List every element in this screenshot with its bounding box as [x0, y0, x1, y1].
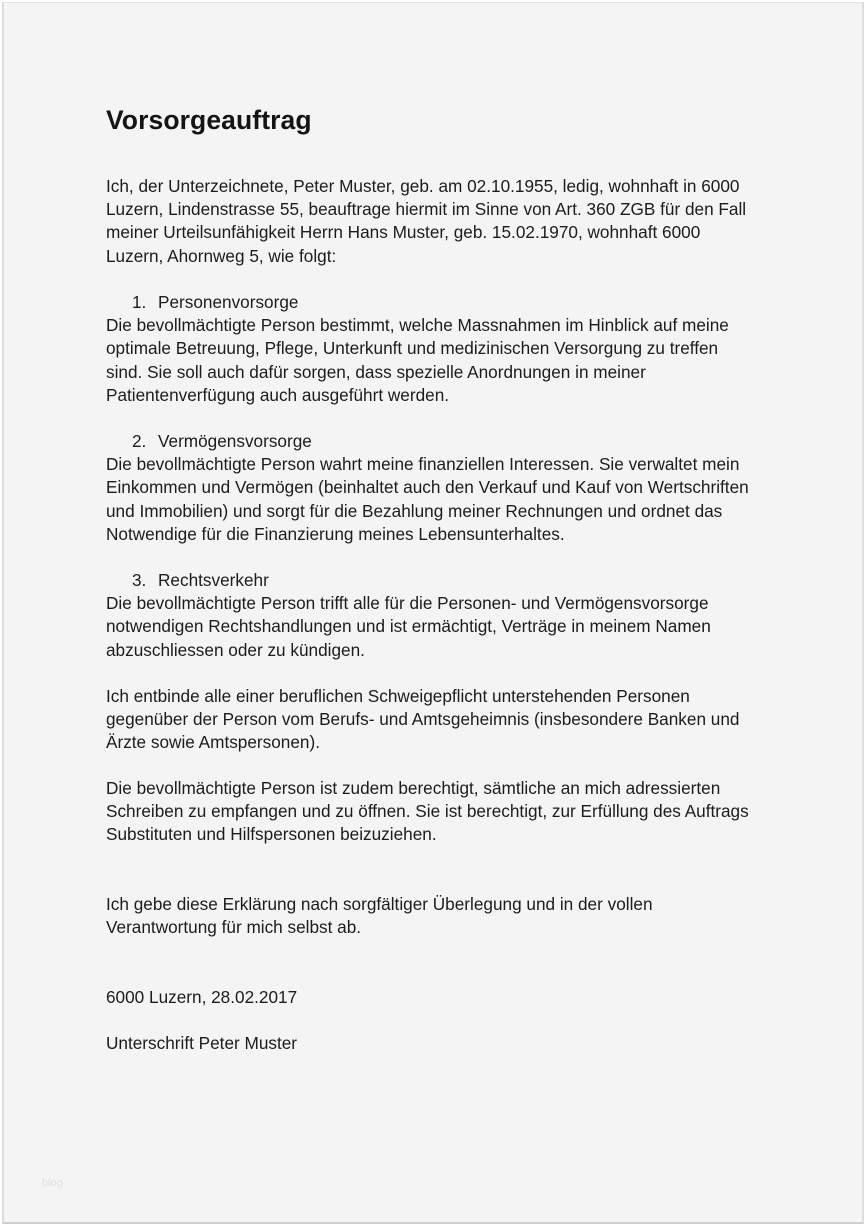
text-line: Substituten und Hilfspersonen beizuziehen.	[106, 824, 437, 845]
text-line: Patientenverfügung auch ausgeführt werden.	[106, 384, 450, 405]
text-line: und Immobilien) und sorgt für die Bezahlung meiner Rechnungen und ordnet das	[106, 500, 723, 521]
section-heading-text: Personenvorsorge	[158, 292, 299, 312]
section-heading-text: Vermögensvorsorge	[158, 431, 312, 451]
section-rechtsverkehr	[106, 569, 711, 662]
text-line: Einkommen und Vermögen (beinhaltet auch den Verkauf und Kauf von Wertschriften	[106, 477, 749, 498]
place-date: 6000 Luzern, 28.02.2017	[106, 987, 298, 1007]
declaration-paragraph	[106, 893, 653, 939]
text-line: Luzern, Lindenstrasse 55, beauftrage hiermit im Sinne von Art. 360 ZGB für den Fall	[106, 199, 747, 220]
text-line: Verantwortung für mich selbst ab.	[106, 917, 362, 938]
text-line: Die bevollmächtigte Person bestimmt, welche Massnahmen im Hinblick auf meine	[106, 315, 729, 336]
text-line: Die bevollmächtigte Person ist zudem berechtigt, sämtliche an mich adressierten	[106, 778, 721, 798]
text-line: notwendigen Rechtshandlungen und ist ermächtigt, Verträge in meinem Namen	[106, 616, 711, 637]
section-heading-text: Rechtsverkehr	[158, 570, 269, 590]
section-number: 1.	[132, 292, 147, 312]
text-line: gegenüber der Person vom Berufs- und Amtsgeheimnis (insbesondere Banken und	[106, 709, 740, 730]
text-line: Notwendige für die Finanzierung meines Lebensunterhaltes.	[106, 523, 565, 544]
text-line: Ich, der Unterzeichnete, Peter Muster, geb. am 02.10.1955, ledig, wohnhaft in 6000	[106, 176, 740, 196]
section-number: 2.	[132, 431, 147, 451]
text-line: abzuschliessen oder zu kündigen.	[106, 639, 365, 660]
section-heading	[106, 430, 749, 453]
confidentiality-paragraph	[106, 685, 739, 755]
text-line: Schreiben zu empfangen und zu öffnen. Sie ist berechtigt, zur Erfüllung des Auftrags	[106, 801, 749, 822]
section-vermoegensvorsorge	[106, 430, 749, 546]
text-line: Ärzte sowie Amtspersonen).	[106, 732, 320, 753]
text-line: Luzern, Ahornweg 5, wie folgt:	[106, 245, 337, 266]
section-number: 3.	[132, 570, 147, 590]
signature-line: Unterschrift Peter Muster	[106, 1033, 298, 1053]
intro-paragraph	[106, 175, 746, 268]
text-line: Die bevollmächtigte Person wahrt meine finanziellen Interessen. Sie verwaltet mein	[106, 454, 740, 475]
text-line: optimale Betreuung, Pflege, Unterkunft und medizinischen Versorgung zu treffen	[106, 338, 719, 359]
section-heading	[106, 291, 729, 314]
section-heading	[106, 569, 711, 592]
section-personenvorsorge	[106, 291, 729, 407]
text-line: Ich entbinde alle einer beruflichen Schweigepflicht unterstehenden Personen	[106, 686, 690, 706]
text-line: meiner Urteilsunfähigkeit Herrn Hans Muster, geb. 15.02.1970, wohnhaft 6000	[106, 222, 701, 243]
text-line: sind. Sie soll auch dafür sorgen, dass spezielle Anordnungen in meiner	[106, 361, 646, 382]
text-line: Die bevollmächtigte Person trifft alle für die Personen- und Vermögensvorsorge	[106, 593, 709, 614]
text-line: Ich gebe diese Erklärung nach sorgfältiger Überlegung und in der vollen	[106, 894, 653, 914]
watermark-text: blog	[42, 1177, 63, 1189]
mail-authority-paragraph	[106, 777, 749, 847]
document-page	[2, 2, 864, 1224]
document-title: Vorsorgeauftrag	[106, 105, 312, 135]
